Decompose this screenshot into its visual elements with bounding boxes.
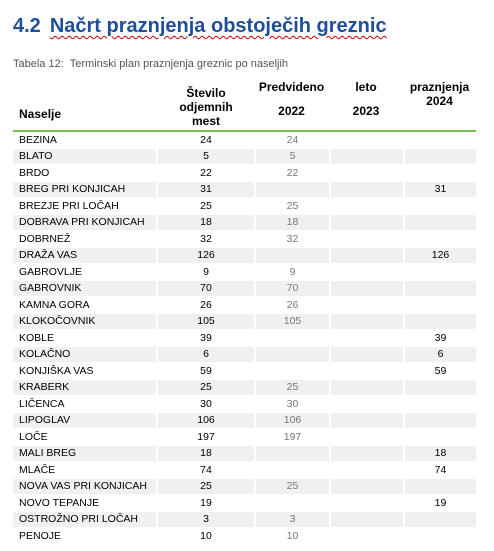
settlement-cell: DOBRNEŽ	[13, 231, 156, 248]
count-cell: 26	[158, 297, 254, 314]
year-2022-cell: 26	[254, 297, 329, 314]
count-cell: 18	[158, 215, 254, 232]
year-2023-cell	[329, 396, 403, 413]
caption-label: Tabela 12:	[13, 58, 64, 70]
table-row	[13, 512, 476, 529]
year-2023-cell	[329, 215, 403, 232]
year-2023-cell	[329, 281, 403, 298]
caption-text: Terminski plan praznjenja greznic po naseljih	[69, 58, 289, 70]
section-number: 4.2	[13, 15, 41, 37]
count-cell: 6	[158, 347, 254, 364]
count-cell: 22	[158, 165, 254, 182]
year-2024-cell: 6	[403, 347, 476, 364]
year-2023-cell	[329, 462, 403, 479]
year-2023-cell	[329, 165, 403, 182]
year-2024-cell	[403, 396, 476, 413]
header-stevilo: Število odjemnih mest	[158, 80, 254, 132]
count-cell: 59	[158, 363, 254, 380]
year-2024-cell: 18	[403, 446, 476, 463]
count-cell: 25	[158, 198, 254, 215]
settlement-cell: BREG PRI KONJICAH	[13, 182, 156, 199]
settlement-cell: OSTROŽNO PRI LOČAH	[13, 512, 156, 529]
year-2024-cell	[403, 297, 476, 314]
table-row	[13, 446, 476, 463]
year-2023-cell	[329, 363, 403, 380]
year-2023-cell	[329, 479, 403, 496]
table-row	[13, 347, 476, 364]
year-2024-cell	[403, 198, 476, 215]
year-2022-cell: 70	[254, 281, 329, 298]
year-2022-cell	[254, 495, 329, 512]
table-row	[13, 314, 476, 331]
year-2024-cell	[403, 281, 476, 298]
year-2022-cell: 25	[254, 380, 329, 397]
year-2022-cell: 30	[254, 396, 329, 413]
table-row	[13, 528, 476, 545]
header-praznjenja-label: praznjenja	[409, 80, 470, 94]
table-row	[13, 281, 476, 298]
settlement-cell: NOVO TEPANJE	[13, 495, 156, 512]
year-2023-cell	[329, 347, 403, 364]
year-2023-cell	[329, 413, 403, 430]
year-2022-cell	[254, 182, 329, 199]
settlement-cell: LIPOGLAV	[13, 413, 156, 430]
table-row	[13, 330, 476, 347]
settlement-cell: MLAČE	[13, 462, 156, 479]
settlement-cell: KOLAČNO	[13, 347, 156, 364]
year-2022-cell	[254, 330, 329, 347]
schedule-table	[13, 80, 476, 545]
year-2022-cell: 25	[254, 479, 329, 496]
settlement-cell: NOVA VAS PRI KONJICAH	[13, 479, 156, 496]
year-2022-cell: 32	[254, 231, 329, 248]
year-2024-cell	[403, 132, 476, 149]
header-leto	[329, 80, 403, 132]
count-cell: 30	[158, 396, 254, 413]
year-2024-cell	[403, 528, 476, 545]
header-naselje: Naselje	[13, 80, 156, 132]
year-2024-cell	[403, 413, 476, 430]
year-2023-cell	[329, 149, 403, 166]
table-row	[13, 429, 476, 446]
count-cell: 18	[158, 446, 254, 463]
year-2024-cell	[403, 165, 476, 182]
count-cell: 32	[158, 231, 254, 248]
settlement-cell: GABROVLJE	[13, 264, 156, 281]
year-2022-cell: 22	[254, 165, 329, 182]
table-row	[13, 479, 476, 496]
table-row	[13, 264, 476, 281]
year-2024-cell	[403, 314, 476, 331]
table-caption	[13, 58, 288, 70]
count-cell: 5	[158, 149, 254, 166]
year-2022-cell: 24	[254, 132, 329, 149]
year-2022-cell	[254, 347, 329, 364]
year-2023-cell	[329, 429, 403, 446]
count-cell: 10	[158, 528, 254, 545]
year-2024-cell	[403, 215, 476, 232]
table-row	[13, 165, 476, 182]
count-cell: 74	[158, 462, 254, 479]
year-2023-cell	[329, 380, 403, 397]
year-2024-cell	[403, 429, 476, 446]
table-row	[13, 380, 476, 397]
count-cell: 9	[158, 264, 254, 281]
year-2024-cell	[403, 149, 476, 166]
settlement-cell: BEZINA	[13, 132, 156, 149]
table-row	[13, 215, 476, 232]
settlement-cell: LIČENCA	[13, 396, 156, 413]
year-2022-cell	[254, 363, 329, 380]
count-cell: 106	[158, 413, 254, 430]
table-row	[13, 231, 476, 248]
section-heading	[13, 15, 387, 38]
year-2024-cell: 19	[403, 495, 476, 512]
year-2022-cell: 9	[254, 264, 329, 281]
settlement-cell: KOBLE	[13, 330, 156, 347]
settlement-cell: MALI BREG	[13, 446, 156, 463]
header-year-2024: 2024	[426, 94, 453, 108]
year-2023-cell	[329, 248, 403, 265]
year-2023-cell	[329, 512, 403, 529]
count-cell: 3	[158, 512, 254, 529]
table-row	[13, 132, 476, 149]
year-2024-cell: 74	[403, 462, 476, 479]
year-2023-cell	[329, 182, 403, 199]
header-praznjenja	[403, 80, 476, 132]
year-2023-cell	[329, 314, 403, 331]
settlement-cell: LOČE	[13, 429, 156, 446]
settlement-cell: GABROVNIK	[13, 281, 156, 298]
year-2022-cell: 25	[254, 198, 329, 215]
year-2023-cell	[329, 446, 403, 463]
count-cell: 25	[158, 380, 254, 397]
year-2022-cell: 5	[254, 149, 329, 166]
table-row	[13, 182, 476, 199]
settlement-cell: BLATO	[13, 149, 156, 166]
table-row	[13, 495, 476, 512]
year-2022-cell	[254, 446, 329, 463]
year-2024-cell	[403, 380, 476, 397]
table-row	[13, 149, 476, 166]
year-2023-cell	[329, 264, 403, 281]
table-row	[13, 198, 476, 215]
count-cell: 25	[158, 479, 254, 496]
count-cell: 24	[158, 132, 254, 149]
year-2023-cell	[329, 132, 403, 149]
year-2024-cell	[403, 231, 476, 248]
count-cell: 39	[158, 330, 254, 347]
table-header-row	[13, 80, 476, 132]
header-year-2023: 2023	[352, 104, 380, 118]
count-cell: 19	[158, 495, 254, 512]
count-cell: 197	[158, 429, 254, 446]
settlement-cell: KAMNA GORA	[13, 297, 156, 314]
year-2022-cell: 105	[254, 314, 329, 331]
year-2024-cell: 39	[403, 330, 476, 347]
year-2023-cell	[329, 528, 403, 545]
year-2024-cell: 126	[403, 248, 476, 265]
count-cell: 70	[158, 281, 254, 298]
year-2022-cell	[254, 462, 329, 479]
header-predvideno	[254, 80, 329, 132]
count-cell: 31	[158, 182, 254, 199]
year-2023-cell	[329, 330, 403, 347]
count-cell: 105	[158, 314, 254, 331]
year-2022-cell: 3	[254, 512, 329, 529]
settlement-cell: BRDO	[13, 165, 156, 182]
settlement-cell: KLOKOČOVNIK	[13, 314, 156, 331]
settlement-cell: DRAŽA VAS	[13, 248, 156, 265]
header-year-2022: 2022	[278, 104, 305, 118]
header-predvideno-label: Predvideno	[258, 80, 325, 94]
year-2023-cell	[329, 231, 403, 248]
table-row	[13, 413, 476, 430]
count-cell: 126	[158, 248, 254, 265]
year-2023-cell	[329, 495, 403, 512]
year-2022-cell: 106	[254, 413, 329, 430]
year-2022-cell: 10	[254, 528, 329, 545]
table-row	[13, 462, 476, 479]
year-2022-cell: 18	[254, 215, 329, 232]
settlement-cell: PENOJE	[13, 528, 156, 545]
section-title: Načrt praznjenja obstoječih greznic	[49, 15, 387, 37]
year-2024-cell: 59	[403, 363, 476, 380]
settlement-cell: BREZJE PRI LOČAH	[13, 198, 156, 215]
year-2023-cell	[329, 297, 403, 314]
settlement-cell: DOBRAVA PRI KONJICAH	[13, 215, 156, 232]
year-2023-cell	[329, 198, 403, 215]
year-2024-cell	[403, 479, 476, 496]
table-row	[13, 396, 476, 413]
table-row	[13, 297, 476, 314]
year-2024-cell	[403, 512, 476, 529]
settlement-cell: KONJIŠKA VAS	[13, 363, 156, 380]
year-2022-cell: 197	[254, 429, 329, 446]
table-row	[13, 363, 476, 380]
table-row	[13, 248, 476, 265]
settlement-cell: KRABERK	[13, 380, 156, 397]
year-2024-cell: 31	[403, 182, 476, 199]
year-2024-cell	[403, 264, 476, 281]
year-2022-cell	[254, 248, 329, 265]
header-leto-label: leto	[355, 80, 377, 94]
